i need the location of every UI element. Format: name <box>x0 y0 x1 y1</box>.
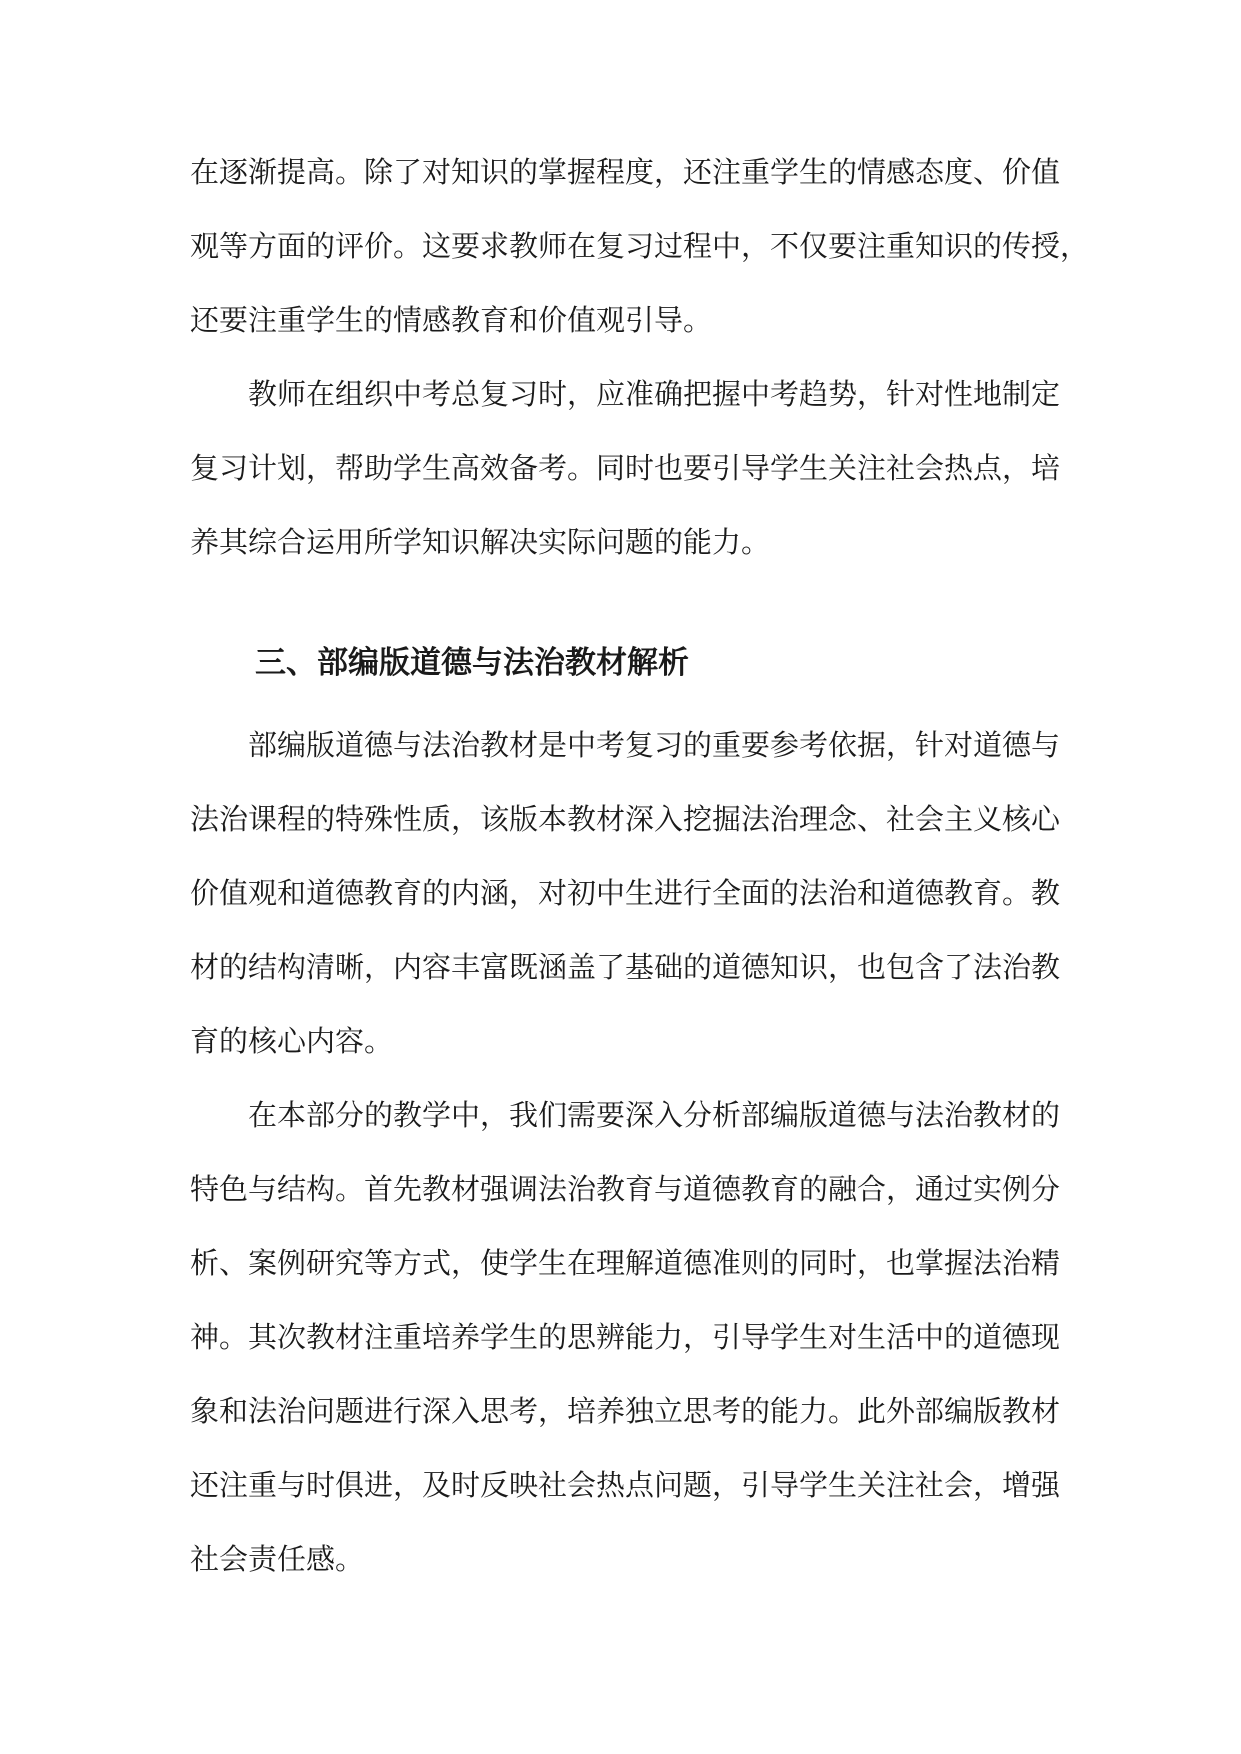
paragraph-4-line-5: 象和法治问题进行深入思考，培养独立思考的能力。此外部编版教材 <box>190 1394 1061 1428</box>
paragraph-4-line-6: 还注重与时俱进，及时反映社会热点问题，引导学生关注社会，增强 <box>190 1468 1061 1502</box>
paragraph-4-line-1: 在本部分的教学中，我们需要深入分析部编版道德与法治教材的 <box>248 1098 1061 1132</box>
paragraph-1-line-1: 在逐渐提高。除了对知识的掌握程度，还注重学生的情感态度、价值 <box>190 155 1061 189</box>
paragraph-2-line-2: 复习计划，帮助学生高效备考。同时也要引导学生关注社会热点，培 <box>190 451 1061 485</box>
paragraph-3-line-5: 育的核心内容。 <box>190 1024 394 1058</box>
paragraph-3-line-1: 部编版道德与法治教材是中考复习的重要参考依据，针对道德与 <box>248 728 1061 762</box>
paragraph-4-line-2: 特色与结构。首先教材强调法治教育与道德教育的融合，通过实例分 <box>190 1172 1061 1206</box>
paragraph-2-line-3: 养其综合运用所学知识解决实际问题的能力。 <box>190 525 771 559</box>
paragraph-1-line-2: 观等方面的评价。这要求教师在复习过程中，不仅要注重知识的传授， <box>190 229 1090 263</box>
paragraph-3-line-2: 法治课程的特殊性质，该版本教材深入挖掘法治理念、社会主义核心 <box>190 802 1061 836</box>
paragraph-2-line-1: 教师在组织中考总复习时，应准确把握中考趋势，针对性地制定 <box>248 377 1061 411</box>
paragraph-4-line-4: 神。其次教材注重培养学生的思辨能力，引导学生对生活中的道德现 <box>190 1320 1061 1354</box>
section-heading: 三、部编版道德与法治教材解析 <box>255 645 689 681</box>
paragraph-3-line-3: 价值观和道德教育的内涵，对初中生进行全面的法治和道德教育。教 <box>190 876 1061 910</box>
paragraph-4-line-3: 析、案例研究等方式，使学生在理解道德准则的同时，也掌握法治精 <box>190 1246 1061 1280</box>
paragraph-1-line-3: 还要注重学生的情感教育和价值观引导。 <box>190 303 713 337</box>
paragraph-4-line-7: 社会责任感。 <box>190 1542 365 1576</box>
paragraph-3-line-4: 材的结构清晰，内容丰富既涵盖了基础的道德知识，也包含了法治教 <box>190 950 1061 984</box>
